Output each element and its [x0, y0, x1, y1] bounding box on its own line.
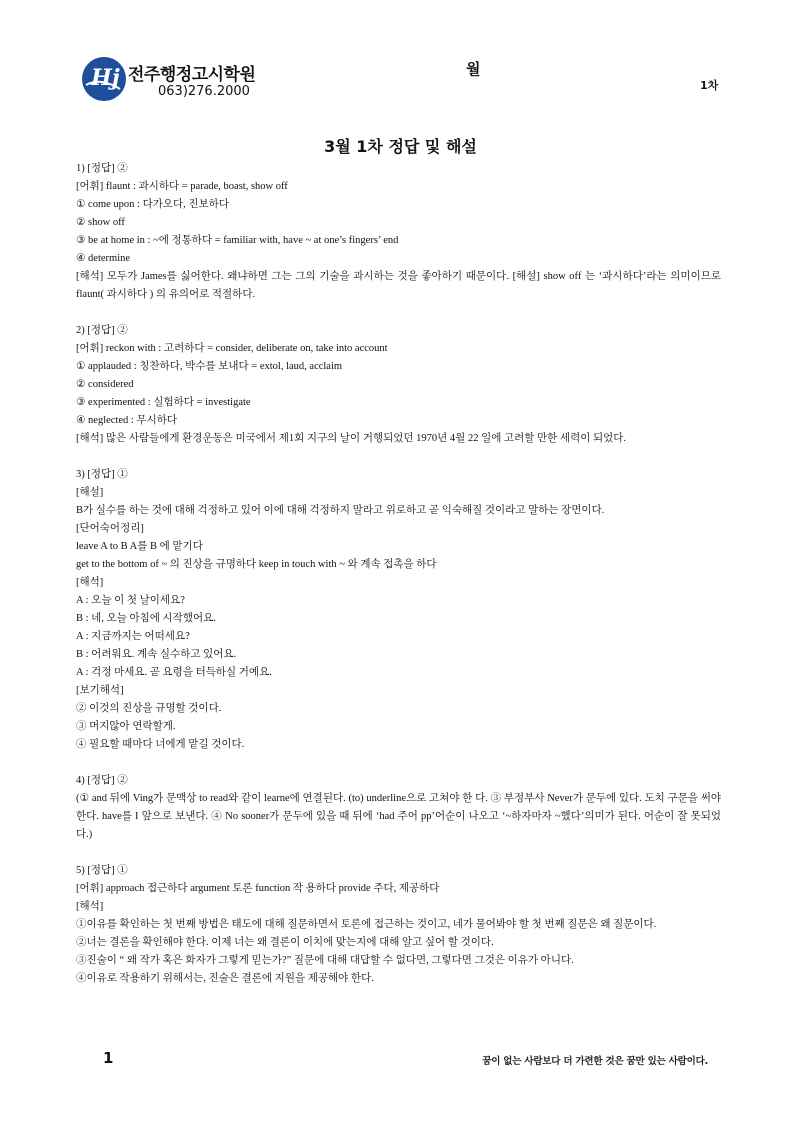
question-3-line: get to the bottom of ~ 의 진상을 규명하다 keep in touch with ~ 와 계속 접촉을 하다	[76, 559, 437, 570]
question-3-line: [단어숙어정리]	[76, 523, 144, 534]
academy-phone: 063)276.2000	[158, 84, 250, 99]
question-2-answer: 2) [정답] ②	[76, 325, 128, 336]
question-3-line: leave A to B A를 B 에 맡기다	[76, 541, 203, 552]
svg-text:Hj: Hj	[91, 65, 120, 91]
question-5-line: ④이유로 작용하기 위해서는, 진술은 결론에 지원을 제공해야 한다.	[76, 973, 374, 984]
question-3-line: A : 지금까지는 어떠세요?	[76, 631, 190, 642]
question-1-line: ① come upon : 다가오다, 진보하다	[76, 199, 229, 210]
question-3-line: A : 오늘 이 첫 날이세요?	[76, 595, 185, 606]
question-3-line: ② 이것의 진상을 규명할 것이다.	[76, 703, 222, 714]
round-mark: 1차	[700, 79, 719, 92]
question-2-line: ② considered	[76, 379, 134, 390]
question-2	[76, 322, 721, 448]
question-3-line: B가 실수를 하는 것에 대해 걱정하고 있어 이에 대해 걱정하지 말라고 위로하고 곧 익숙해질 것이라고 말하는 장면이다.	[76, 505, 605, 516]
question-2-line: ① applauded : 칭찬하다, 박수를 보내다 = extol, laud, acclaim	[76, 361, 343, 372]
question-3-line: ④ 필요할 때마다 너에게 맡길 것이다.	[76, 739, 245, 750]
question-1-explanation: [해석] 모두가 James를 싫어한다. 왜냐하면 그는 그의 기술을 과시하는 것을 좋아하기 때문이다. [해설] show off 는 ‘과시하다’라는 의미이므로 flaunt( 과시하다 ) 의 유의어로 적절하다.	[76, 271, 721, 300]
question-5-line: [어휘] approach 접근하다 argument 토론 function 작 용하다 provide 주다, 제공하다	[76, 883, 440, 894]
question-3-line: B : 어려워요. 계속 실수하고 있어요.	[76, 649, 237, 660]
question-2-line: [해석] 많은 사람들에게 환경운동은 미국에서 제1회 지구의 날이 거행되었던 1970년 4월 22 일에 고려할 만한 세력이 되었다.	[76, 433, 627, 444]
question-3-line: [해설]	[76, 487, 104, 498]
question-3-line: [보기해석]	[76, 685, 124, 696]
academy-logo	[80, 55, 128, 103]
question-2-line: ③ experimented : 실험하다 = investigate	[76, 397, 251, 408]
question-3-line: ③ 머지않아 연락할게.	[76, 721, 176, 732]
question-5-line: [해석]	[76, 901, 104, 912]
question-1-line: [어휘] flaunt : 과시하다 = parade, boast, show off	[76, 181, 288, 192]
question-3	[76, 466, 721, 754]
question-1-line: ③ be at home in : ~에 정통하다 = familiar with, have ~ at one’s fingers’ end	[76, 235, 399, 246]
question-5-line: ③진술이 “ 왜 작가 혹은 화자가 그렇게 믿는가?” 질문에 대해 대답할 수 없다면, 그렇다면 그것은 이유가 아니다.	[76, 955, 574, 966]
page-number: 1	[103, 1049, 114, 1067]
question-2-line: [어휘] reckon with : 고려하다 = consider, deliberate on, take into account	[76, 343, 388, 354]
question-1-line: ② show off	[76, 217, 125, 228]
answer-content	[76, 160, 721, 988]
question-3-answer: 3) [정답] ①	[76, 469, 128, 480]
footer-motto: 꿈이 없는 사람보다 더 가련한 것은 꿈만 있는 사람이다.	[482, 1056, 708, 1067]
question-3-line: B : 네, 오늘 아침에 시작했어요.	[76, 613, 216, 624]
question-2-line: ④ neglected : 무시하다	[76, 415, 178, 426]
month-mark: 월	[466, 60, 481, 78]
page-title-text: 3월 1차 정답 및 해설	[324, 137, 477, 156]
question-3-line: [해석]	[76, 577, 104, 588]
question-5-line: ②너는 결론을 확인해야 한다. 이제 너는 왜 결론이 이치에 맞는지에 대해 알고 싶어 할 것이다.	[76, 937, 494, 948]
question-1-line: ④ determine	[76, 253, 131, 264]
question-5	[76, 862, 721, 988]
question-4	[76, 772, 721, 844]
question-4-answer: 4) [정답] ②	[76, 775, 128, 786]
academy-name: 전주행정고시학원	[128, 65, 256, 85]
question-1-answer: 1) [정답] ②	[76, 163, 128, 174]
question-3-line: A : 걱정 마세요. 곧 요령을 터득하실 거예요.	[76, 667, 272, 678]
question-1	[76, 160, 721, 304]
question-5-line: ①이유를 확인하는 첫 번째 방법은 태도에 대해 질문하면서 토론에 접근하는 것이고, 네가 물어봐야 할 첫 번째 질문은 왜 질문이다.	[76, 919, 657, 930]
page-title	[0, 134, 793, 157]
question-5-answer: 5) [정답] ①	[76, 865, 128, 876]
question-4-explanation: (① and 뒤에 Ving가 문맥상 to read와 같이 learne에 연결된다. (to) underline으로 고쳐야 한 다. ③ 부정부사 Never가 문두에 있다. 도치 구문을 써야 한다. have를 I 앞으로 보낸다. ④ No sooner가 문두에 있을 때 뒤에 ‘had 주어 pp’어순이 나오고 ‘~하자마자 ~했다’의미가 된다. 어순이 잘 못되었다.)	[76, 793, 721, 840]
